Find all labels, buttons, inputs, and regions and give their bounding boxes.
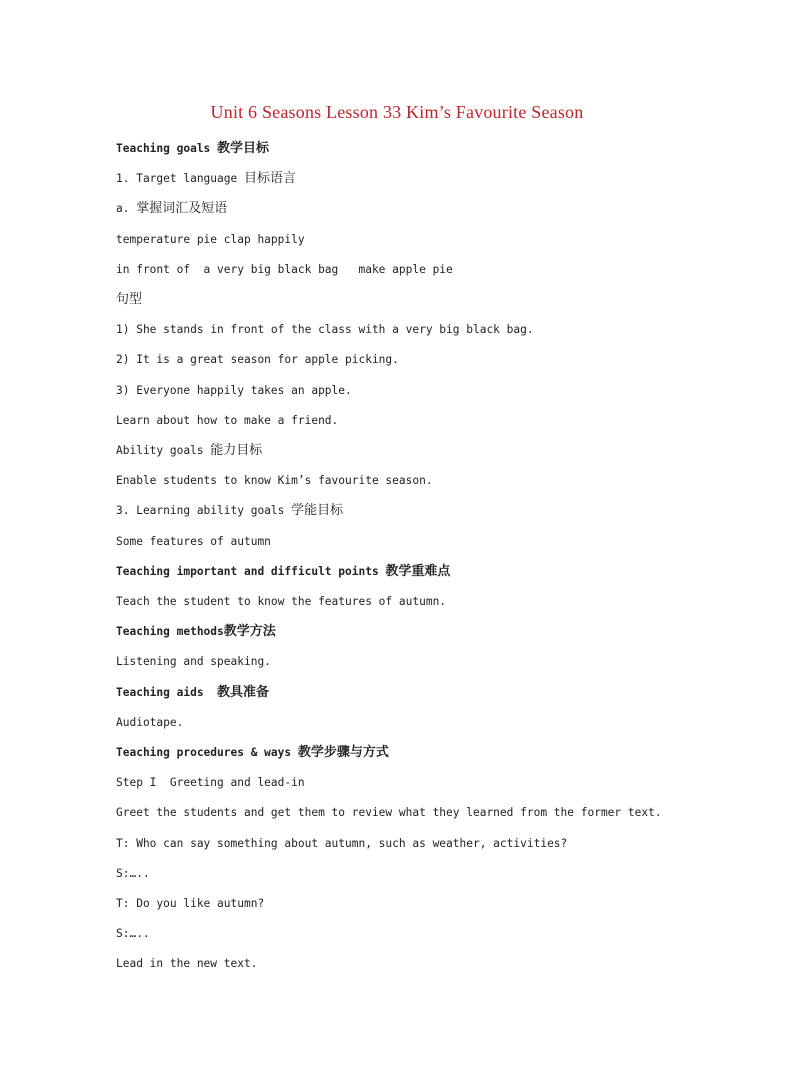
text-line: Teaching aids 教具准备 xyxy=(116,684,270,700)
text-line: Teach the student to know the features of autumn. xyxy=(116,595,447,608)
text-line: 1) She stands in front of the class with a very big black bag. xyxy=(116,323,534,337)
text-line: T: Do you like autumn? xyxy=(116,897,265,910)
text-line: Audiotape. xyxy=(116,715,184,729)
text-line: S:….. xyxy=(116,866,150,880)
text-line: S:….. xyxy=(116,927,150,941)
text-line: Lead in the new text. xyxy=(116,957,258,971)
text-line: Some features of autumn xyxy=(116,534,271,548)
text-line: 2) It is a great season for apple picking. xyxy=(116,353,399,367)
text-line: in front of a very big black bag make apple pie xyxy=(116,262,453,276)
text-line: 1. Target language 目标语言 xyxy=(116,171,296,187)
text-line: a. 掌握词汇及短语 xyxy=(116,201,228,217)
text-line: Step I Greeting and lead-in xyxy=(116,776,305,790)
text-line: Ability goals 能力目标 xyxy=(116,443,263,458)
text-line: Teaching procedures & ways 教学步骤与方式 xyxy=(116,745,389,760)
text-line: Greet the students and get them to review what they learned from the former text. xyxy=(116,806,662,820)
text-line: Listening and speaking. xyxy=(116,655,271,669)
text-line: 3) Everyone happily takes an apple. xyxy=(116,383,352,397)
text-line: 3. Learning ability goals 学能目标 xyxy=(116,503,344,519)
text-line: Enable students to know Kim’s favourite season. xyxy=(116,474,433,488)
text-line: T: Who can say something about autumn, such as weather, activities? xyxy=(116,836,568,850)
text-line: Learn about how to make a friend. xyxy=(116,413,339,427)
text-line: Teaching methods教学方法 xyxy=(116,624,276,640)
text-line: temperature pie clap happily xyxy=(116,232,305,246)
document-title: Unit 6 Seasons Lesson 33 Kim’s Favourite Season xyxy=(210,102,584,122)
text-line: 句型 xyxy=(116,292,143,307)
text-line: Teaching important and difficult points 教学重难点 xyxy=(116,563,451,579)
text-line: Teaching goals 教学目标 xyxy=(116,141,270,156)
